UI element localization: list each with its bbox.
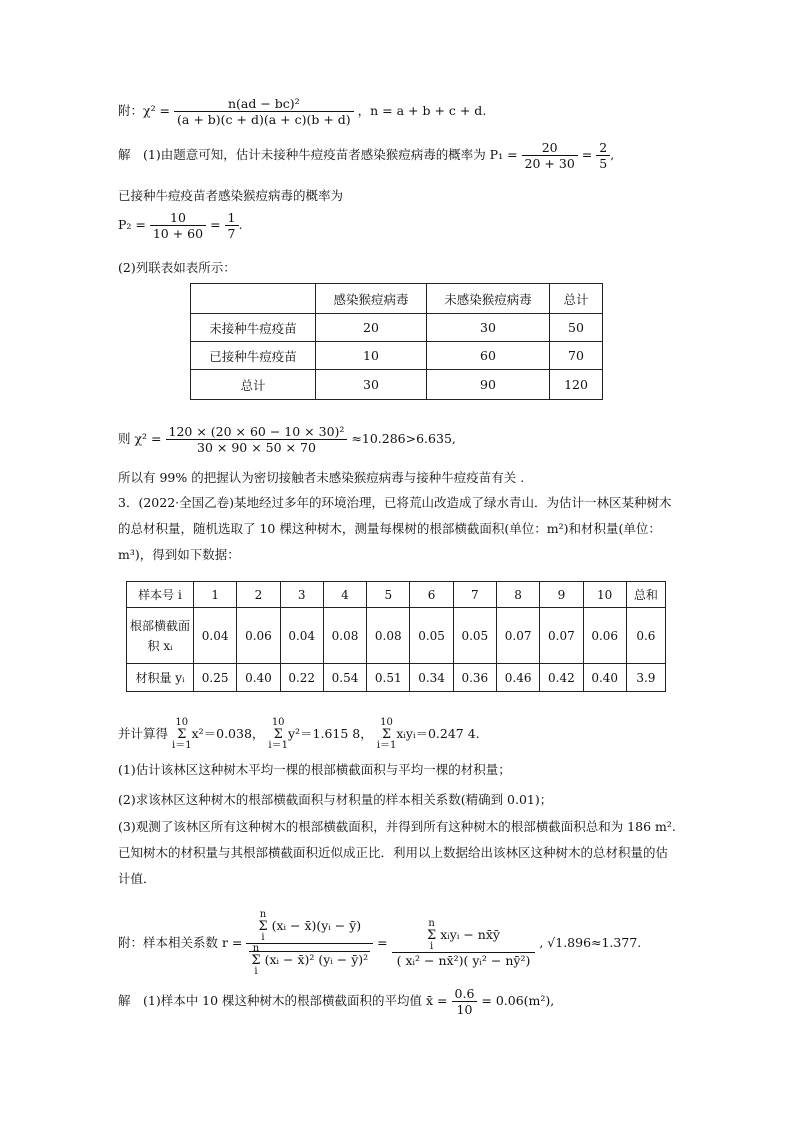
tree-data-table: 样本号 i 1 2 3 4 5 6 7 8 9 10 总和 根部横截面积 xᵢ 0.04 0.06 0.04 0.08 0.08 0.05 0.05 0.07 0.07 0.06 0.6 材积量 yᵢ 0.25 0.40 0.22 0.54 0.51 0.34 0.36 0.46 0.42 0.40 3.9 [126,581,666,692]
contingency-table: 感染猴痘病毒 未感染猴痘病毒 总计 未接种牛痘疫苗 20 30 50 已接种牛痘疫苗 10 60 70 总计 30 90 120 [190,283,603,400]
question-3: (3)观测了该林区所有这种树木的根部横截面积，并得到所有这种树木的根部横截面积总和为 186 m².已知树木的材积量与其根部横截面积近似成正比．利用以上数据给出该林区这种树木的总材积量的估计值． [118,819,676,886]
solution-3-line: 解 (1)样本中 10 棵这种树木的根部横截面积的平均值 x̄ = $\frac{0.6}{10}$ = 0.06(m²), [118,986,555,1017]
question-1: (1)估计该林区这种树木平均一棵的根部横截面积与平均一棵的材积量； [118,762,511,777]
formula-chi-square: 附：χ² = $\frac{\text{n(ad − bc)²}}{(a + b)(c + d)(a + c)(b + d)}$ ，n = a + b + c + d. [118,96,487,127]
chi-conclusion: 所以有 99% 的把握认为密切接触者未感染猴痘病毒与接种牛痘疫苗有关 . [118,470,525,485]
correlation-formula: 附：样本相关系数 r = n Σ i (xᵢ − x̄)(yᵢ − ȳ) n Σ i (xᵢ − x̄)² (yᵢ − ȳ)² = n Σ i xᵢyᵢ − nx̄ȳ ( xᵢ² − nx̄²)( yᵢ² − nȳ²) , √1.896≈1.377. [118,909,642,977]
solution-line-3: (2)列联表如表所示： [118,260,236,275]
solution-p2: P₂ = $\frac{10}{10 + 60}$ = $\frac{1}{7}$ . [118,210,243,241]
question-2: (2)求该林区这种树木的根部横截面积与材积量的样本相关系数(精确到 0.01)； [118,792,553,807]
problem-3-text: 3．(2022·全国乙卷)某地经过多年的环境治理，已将荒山改造成了绿水青山．为估计一林区某种树木的总材积量，随机选取了 10 棵这种树木，测量每棵树的根部横截面积(单位：m²)和材积量(单位：m³)，得到如下数据： [118,495,672,562]
chi-fraction: $\frac{\text{n(ad − bc)²}}{(a + b)(c + d)(a + c)(b + d)}$ [174,96,354,127]
table-row: 总计 30 90 120 [191,370,603,400]
table-row: 已接种牛痘疫苗 10 60 70 [191,342,603,370]
table-row: 材积量 yᵢ 0.25 0.40 0.22 0.54 0.51 0.34 0.36 0.46 0.42 0.40 3.9 [127,664,666,692]
table-row: 未接种牛痘疫苗 20 30 50 [191,314,603,342]
solution-line-2: 已接种牛痘疫苗者感染猴痘病毒的概率为 [118,188,344,203]
solution-line-1: 解 (1)由题意可知，估计未接种牛痘疫苗者感染猴痘病毒的概率为 P₁ = $\frac{20}{20 + 30}$ = $\frac{2}{5}$ , [118,140,615,171]
table-row: 根部横截面积 xᵢ 0.04 0.06 0.04 0.08 0.08 0.05 0.05 0.07 0.07 0.06 0.6 [127,608,666,664]
chi-calculation: 则 χ² = $\frac{\text{120 × (20 × 60 − 10 × 30)²}}{30 \times 90 \times 50 \times 70}$ ≈10.286>6.635, [118,424,456,455]
sums-line: 并计算得 10 Σ i＝1x²＝0.038， 10 Σ i＝1y²＝1.615 8， 10 Σ i＝1xᵢyᵢ＝0.247 4. [118,717,480,751]
